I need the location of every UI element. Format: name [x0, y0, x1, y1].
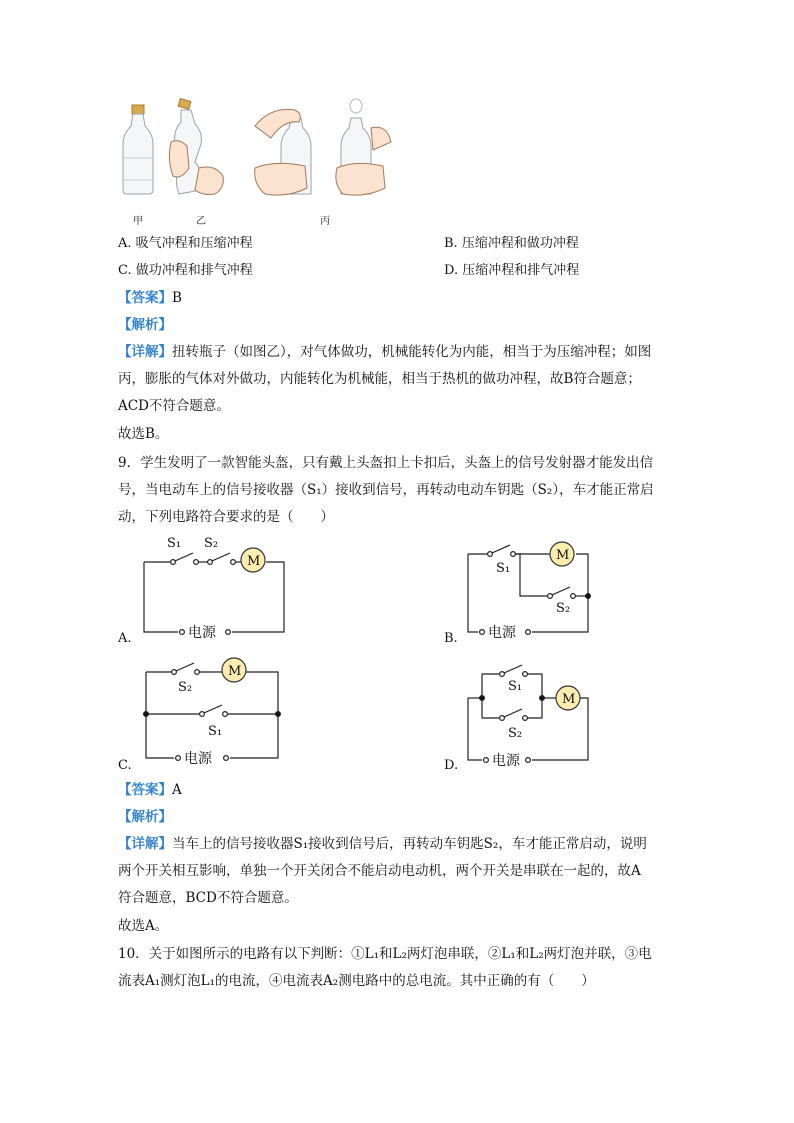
q9-stem-line-1: 9．学生发明了一款智能头盔，只有戴上头盔扣上卡扣后，头盔上的信号发射器才能发出信: [118, 455, 654, 471]
motor-label: M: [247, 554, 261, 569]
bottle-jia: [123, 105, 153, 194]
motor-label: M: [228, 664, 242, 679]
circuit-c: [138, 652, 288, 770]
q9-answer: [118, 780, 182, 800]
q8-option-b: B. 压缩冲程和做功冲程: [444, 236, 579, 251]
q9-detail-line-2: 两个开关相互影响，单独一个开关闭合不能启动电动机，两个开关是串联在一起的，故A: [118, 863, 641, 879]
s1-label: S₁: [496, 561, 511, 576]
motor-label: M: [562, 692, 576, 707]
q10-stem-line-2: 流表A₁测灯泡L₁的电流，④电流表A₂测电路中的总电流。其中正确的有（ ）: [118, 973, 595, 989]
analysis-tag: 【解析】: [118, 317, 172, 333]
s2-label: S₂: [508, 726, 523, 741]
detail-tag: 【详解】: [118, 344, 172, 360]
q9-detail-line-3: 符合题意，BCD不符合题意。: [118, 890, 298, 906]
answer-value: B: [172, 290, 182, 306]
q8-analysis-tag: [118, 315, 172, 335]
q10-stem-line-1: 10．关于如图所示的电路有以下判断：①L₁和L₂两灯泡串联，②L₁和L₂两灯泡并联，③电: [118, 946, 652, 962]
circuit-d: [462, 660, 598, 772]
q8-detail-line-3: ACD不符合题意。: [118, 398, 230, 414]
detail-tag: 【详解】: [118, 836, 172, 852]
q8-option-d: D. 压缩冲程和排气冲程: [444, 263, 580, 278]
answer-tag: 【答案】: [118, 782, 172, 798]
s1-label: S₁: [167, 536, 182, 551]
circuit-d-letter: D.: [444, 758, 459, 773]
q9-stem-line-2: 号，当电动车上的信号接收器（S₁）接收到信号，再转动电动车钥匙（S₂），车才能正常启: [118, 482, 654, 498]
q8-detail-line-1: [118, 342, 651, 362]
analysis-tag: 【解析】: [118, 809, 172, 825]
answer-value: A: [172, 782, 182, 798]
source-label: 电源: [184, 751, 212, 767]
s1-label: S₁: [208, 724, 223, 739]
source-label: 电源: [488, 625, 516, 641]
answer-tag: 【答案】: [118, 290, 172, 306]
circuit-b-letter: B.: [444, 631, 458, 646]
fig-label-jia: 甲: [133, 216, 143, 227]
circuit-b: [462, 532, 602, 642]
q9-analysis-tag: [118, 807, 172, 827]
q9-detail-line-1: [118, 834, 647, 854]
q8-detail-line-2: 丙，膨胀的气体对外做功，内能转化为机械能，相当于热机的做功冲程，故B符合题意；: [118, 371, 641, 387]
q8-conclusion: 故选B。: [118, 426, 169, 442]
q9-conclusion: 故选A。: [118, 918, 169, 934]
circuit-a-letter: A.: [118, 631, 132, 646]
q8-answer: [118, 288, 182, 308]
motor-label: M: [556, 548, 570, 563]
circuit-a: [138, 532, 298, 642]
fig-label-yi: 乙: [196, 216, 206, 227]
detail-text: 当车上的信号接收器S₁接收到信号后，再转动车钥匙S₂，车才能正常启动，说明: [172, 836, 647, 852]
bottles-figure: [115, 98, 395, 210]
s2-label: S₂: [556, 601, 571, 616]
s1-label: S₁: [508, 679, 523, 694]
q8-option-a: A. 吸气冲程和压缩冲程: [118, 236, 253, 251]
detail-text: 扭转瓶子（如图乙），对气体做功，机械能转化为内能，相当于为压缩冲程；如图: [172, 344, 652, 360]
s2-label: S₂: [178, 680, 193, 695]
s2-label: S₂: [204, 536, 219, 551]
circuit-c-letter: C.: [118, 758, 132, 773]
q8-option-c: C. 做功冲程和排气冲程: [118, 263, 253, 278]
source-label: 电源: [492, 753, 520, 769]
q9-stem-line-3: 动，下列电路符合要求的是（ ）: [118, 509, 334, 525]
source-label: 电源: [188, 625, 216, 641]
fig-label-bing: 丙: [320, 216, 330, 227]
